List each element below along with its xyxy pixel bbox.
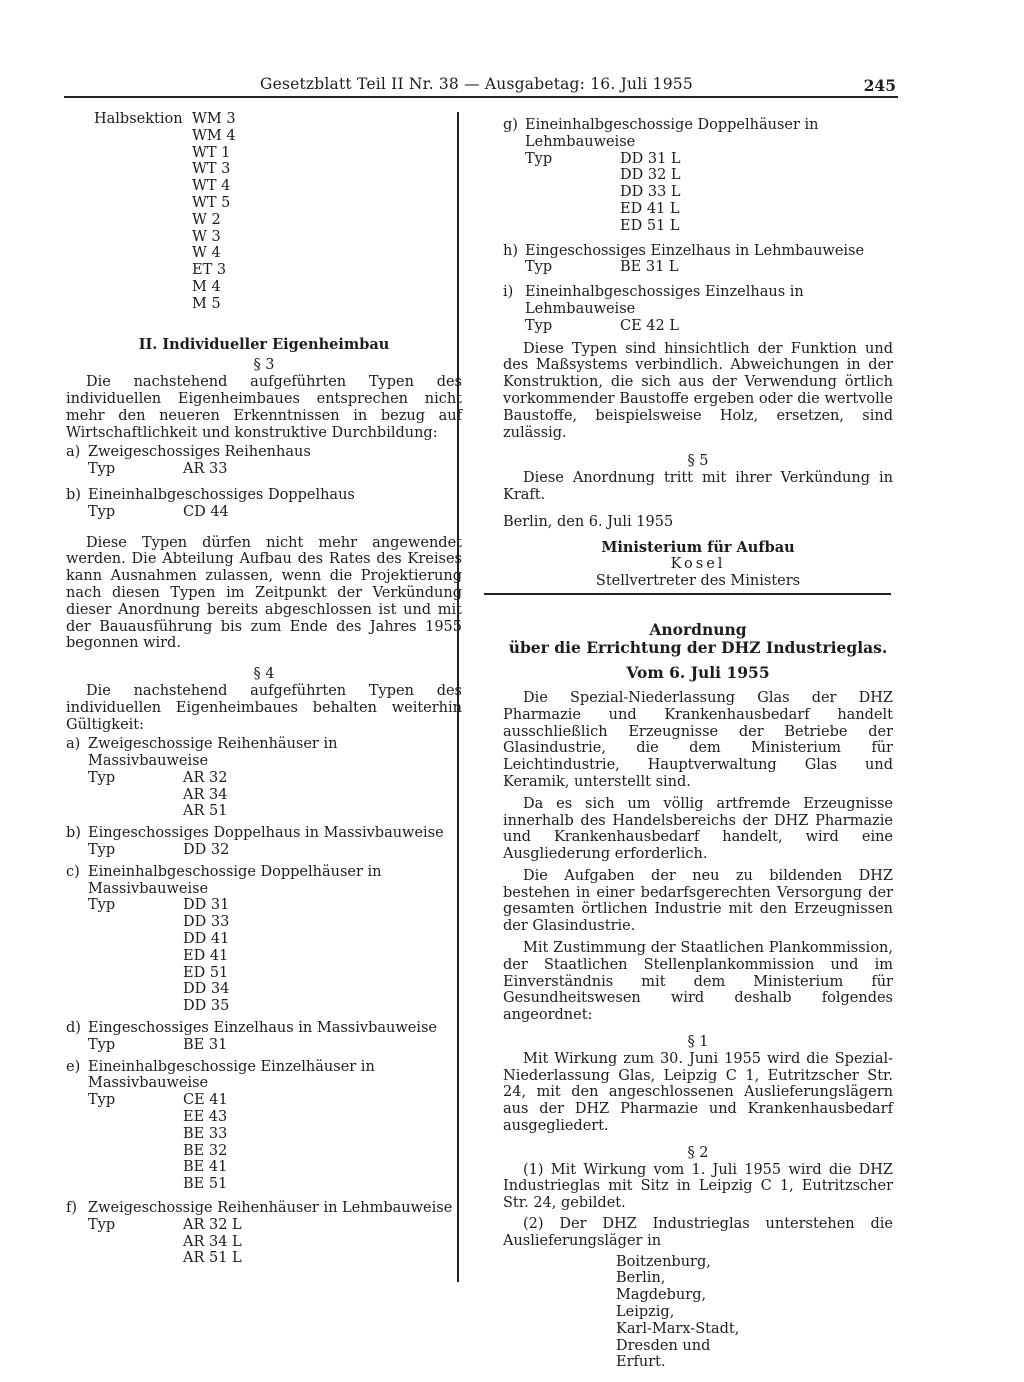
typ-label: Typ <box>525 150 553 167</box>
binding-paragraph: Diese Typen sind hinsichtlich der Funktion und des Maßsystems verbindlich. Abweichungen in der Konstruktion, die sich aus der Verwendung örtlich vorkommender Baustoffe ergeben oder die wertvolle Baustoffe, beispielsweise Holz, ersetzen, sind zulässig. <box>503 340 893 441</box>
type-code: EE 43 <box>183 1109 228 1126</box>
type-code: WT 1 <box>192 144 231 161</box>
type-code: DD 33 L <box>620 184 681 201</box>
type-code: CE 41 <box>183 1092 228 1109</box>
left-column <box>66 111 462 1267</box>
order-title: Anordnung <box>649 619 747 639</box>
halbsektion-label: Halbsektion <box>94 111 183 127</box>
item-marker: i) <box>503 284 514 301</box>
type-code: BE 41 <box>183 1159 228 1176</box>
halbsektion-list <box>94 111 462 313</box>
typ-label: Typ <box>88 503 116 520</box>
type-code: DD 31 L <box>620 150 681 167</box>
typ-label: Typ <box>88 461 116 478</box>
item-marker: h) <box>503 242 518 259</box>
item-marker: d) <box>66 1020 81 1037</box>
place-item: Leipzig, <box>616 1304 675 1321</box>
typ-label: Typ <box>88 1036 116 1053</box>
order-paragraph: Die Aufgaben der neu zu bildenden DHZ bestehen in einer bedarfsgerechten Versorgung der gesamten örtlichen Industrie mit den Erzeugnissen der Glasindustrie. <box>503 867 893 935</box>
type-code: AR 51 L <box>183 1250 242 1267</box>
type-code: DD 34 <box>183 981 230 998</box>
signature-role: Stellvertreter des Ministers <box>595 573 801 590</box>
type-code: W 2 <box>192 211 221 228</box>
type-code: WT 4 <box>192 178 231 195</box>
type-code: DD 32 L <box>620 167 681 184</box>
type-code: ED 41 <box>183 947 229 964</box>
item-text: Eingeschossiges Doppelhaus in Massivbauweise <box>88 825 444 842</box>
right-column <box>503 117 893 1371</box>
type-code: DD 33 <box>183 914 230 931</box>
typ-label: Typ <box>525 259 553 276</box>
p4-item-e <box>66 1059 462 1193</box>
typ-label: Typ <box>525 317 553 334</box>
type-code: CE 42 L <box>620 317 679 334</box>
item-marker: c) <box>66 863 80 880</box>
places-list <box>503 1254 893 1372</box>
paragraph-5-text: Diese Anordnung tritt mit ihrer Verkündung in Kraft. <box>503 470 893 503</box>
gazette-title: Gesetzblatt Teil II Nr. 38 — Ausgabetag: 16. Juli 1955 <box>260 75 693 93</box>
section-2-para-2: (2) Der DHZ Industrieglas unterstehen die Auslieferungsläger in <box>503 1216 893 1249</box>
p4-item-b <box>66 825 462 859</box>
item-text: Eineinhalbgeschossige Doppelhäuser in Lehmbauweise <box>525 117 819 150</box>
type-code: WT 3 <box>192 161 231 178</box>
order-subtitle: über die Errichtung der DHZ Industrieglas. <box>508 637 888 657</box>
type-code: BE 32 <box>183 1142 228 1159</box>
item-marker: e) <box>66 1058 81 1075</box>
page-header <box>64 76 898 98</box>
type-code: AR 51 <box>183 803 228 820</box>
paragraph-4-heading: § 4 <box>253 666 275 683</box>
item-marker: b) <box>66 486 81 503</box>
type-code: M 4 <box>192 278 221 295</box>
paragraph-4-intro: Die nachstehend aufgeführten Typen des individuellen Eigenheimbaues behalten weiterhin Gültigkeit: <box>66 682 462 733</box>
type-code: ET 3 <box>192 262 227 279</box>
paragraph-3-heading: § 3 <box>253 357 275 374</box>
item-marker: b) <box>66 825 81 842</box>
place-item: Berlin, <box>616 1270 666 1287</box>
item-text: Eineinhalbgeschossige Einzelhäuser in Massivbauweise <box>88 1058 375 1092</box>
signature-name: Kosel <box>670 556 726 573</box>
type-code: W 4 <box>192 245 221 262</box>
typ-label: Typ <box>88 1092 116 1109</box>
order-paragraph: Die Spezial-Niederlassung Glas der DHZ Pharmazie und Krankenhausbedarf handelt ausschließlich Erzeugnisse der Betriebe der Glasindustrie, die dem Ministerium für Leichtindustrie, Hauptverwaltung Glas und Keramik, unterstellt sind. <box>503 689 893 790</box>
order-paragraph: Da es sich um völlig artfremde Erzeugnisse innerhalb des Handelsbereichs der DHZ Pharmazie und Krankenhausbedarf handelt, wird eine Ausgliederung erforderlich. <box>503 795 893 863</box>
item-marker: a) <box>66 444 81 461</box>
paragraph-5-heading: § 5 <box>687 453 709 470</box>
order-date: Vom 6. Juli 1955 <box>626 662 770 682</box>
p4-item-a <box>66 736 462 820</box>
item-marker: f) <box>66 1200 78 1217</box>
section-2-heading: § 2 <box>687 1144 709 1161</box>
type-code: BE 31 L <box>620 259 679 276</box>
type-code: DD 31 <box>183 897 230 914</box>
item-text: Eineinhalbgeschossiges Einzelhaus in Lehmbauweise <box>525 284 804 317</box>
item-text: Zweigeschossige Reihenhäuser in Lehmbauweise <box>88 1200 453 1217</box>
type-code: ED 51 L <box>620 217 680 234</box>
item-text: Eineinhalbgeschossige Doppelhäuser in Massivbauweise <box>88 863 382 897</box>
item-text: Zweigeschossiges Reihenhaus <box>88 444 311 461</box>
type-code: M 5 <box>192 295 221 312</box>
type-code: DD 35 <box>183 998 230 1015</box>
item-text: Zweigeschossige Reihenhäuser in Massivbauweise <box>88 736 338 770</box>
type-code: W 3 <box>192 228 221 245</box>
paragraph-3-closing: Diese Typen dürfen nicht mehr angewendet werden. Die Abteilung Aufbau des Rates des Kreises kann Ausnahmen zulassen, wenn die Projektierung nach diesen Typen im Zeitpunkt der Verkündung dieser Anordnung bereits abgeschlossen ist und mit der Bauausführung bis zum Ende des Jahres 1955 begonnen wird. <box>66 534 462 652</box>
place-item: Boitzenburg, <box>616 1253 711 1270</box>
type-code: AR 32 L <box>183 1216 242 1233</box>
type-code: CD 44 <box>183 503 229 520</box>
type-code: WT 5 <box>192 194 231 211</box>
item-text: Eineinhalbgeschossiges Doppelhaus <box>88 486 355 503</box>
type-code: AR 32 <box>183 769 228 786</box>
signature-block <box>503 540 893 590</box>
typ-label: Typ <box>88 769 116 786</box>
typ-label: Typ <box>88 897 116 914</box>
p3-item-b <box>66 487 462 521</box>
place-item: Karl-Marx-Stadt, <box>616 1320 740 1337</box>
typ-label: Typ <box>88 842 116 859</box>
type-code: DD 41 <box>183 931 230 948</box>
p4-item-c <box>66 864 462 1015</box>
item-marker: a) <box>66 736 81 753</box>
item-h <box>503 243 893 277</box>
type-code: DD 32 <box>183 842 230 859</box>
type-code: AR 34 L <box>183 1233 242 1250</box>
item-i <box>503 284 893 334</box>
type-code: AR 33 <box>183 461 228 478</box>
order-heading <box>503 621 893 682</box>
p4-item-f <box>66 1200 462 1267</box>
item-marker: g) <box>503 117 518 133</box>
item-g <box>503 117 893 235</box>
place-item: Dresden und <box>616 1337 711 1354</box>
section-1-heading: § 1 <box>687 1034 709 1051</box>
paragraph-3-intro: Die nachstehend aufgeführten Typen des individuellen Eigenheimbaues entsprechen nicht mehr den neueren Erkenntnissen in bezug auf Wirtschaftlichkeit und konstruktive Durchbildung: <box>66 374 462 441</box>
type-code: WM 4 <box>192 127 236 144</box>
type-code: ED 41 L <box>620 200 680 217</box>
place-item: Erfurt. <box>616 1354 666 1371</box>
p4-item-d <box>66 1020 462 1054</box>
section-title: II. Individueller Eigenheimbau <box>138 335 390 353</box>
type-code: WM 3 <box>192 111 236 127</box>
place-item: Magdeburg, <box>616 1287 707 1304</box>
order-paragraph: Mit Zustimmung der Staatlichen Plankommission, der Staatlichen Stellenplankommission und im Einverständnis mit dem Ministerium für Gesundheitswesen wird deshalb folgendes angeordnet: <box>503 940 893 1024</box>
p3-item-a <box>66 444 462 478</box>
date-line: Berlin, den 6. Juli 1955 <box>503 513 674 530</box>
typ-label: Typ <box>88 1216 116 1233</box>
type-code: AR 34 <box>183 786 228 803</box>
page-number: 245 <box>863 76 896 95</box>
item-text: Eingeschossiges Einzelhaus in Lehmbauweise <box>525 242 865 259</box>
type-code: BE 31 <box>183 1036 228 1053</box>
type-code: BE 51 <box>183 1176 228 1193</box>
section-2-para-1: (1) Mit Wirkung vom 1. Juli 1955 wird die DHZ Industrieglas mit Sitz in Leipzig C 1, Eutritzscher Str. 24, gebildet. <box>503 1161 893 1212</box>
halbsektion-types <box>192 111 236 313</box>
type-code: ED 51 <box>183 964 229 981</box>
type-code: BE 33 <box>183 1125 228 1142</box>
signature-ministry: Ministerium für Aufbau <box>601 538 795 556</box>
section-1-text: Mit Wirkung zum 30. Juni 1955 wird die Spezial-Niederlassung Glas, Leipzig C 1, Eutritzscher Str. 24, mit den angeschlossenen Auslieferungslägern aus der DHZ Pharmazie und Krankenhausbedarf ausgegliedert. <box>503 1050 893 1135</box>
item-text: Eingeschossiges Einzelhaus in Massivbauweise <box>88 1020 437 1037</box>
